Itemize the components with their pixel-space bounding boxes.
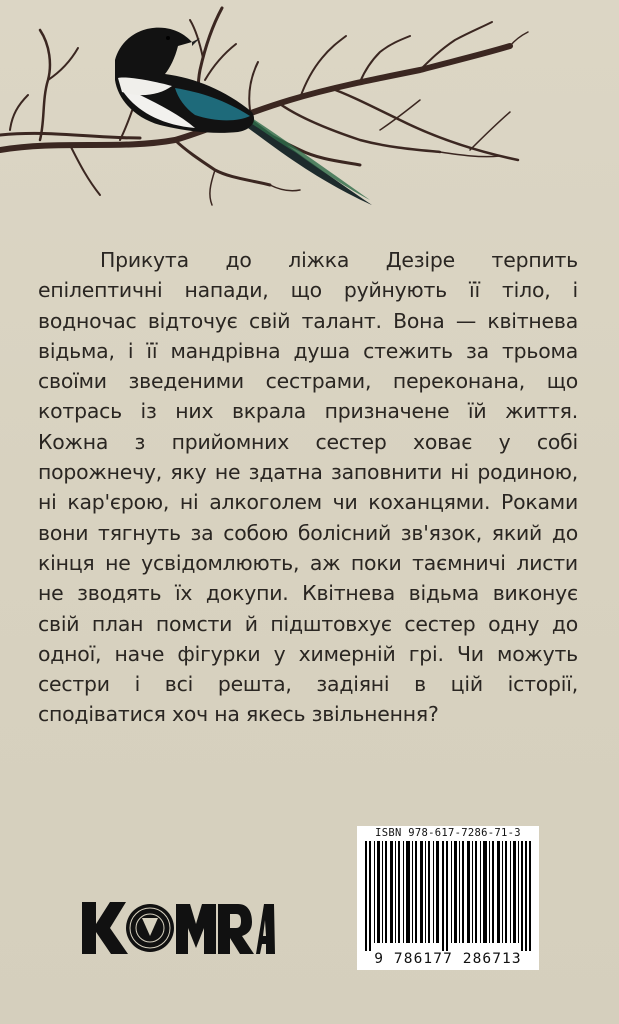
ean-number: 9 786177 286713 [374,951,522,967]
barcode-bars [365,841,531,951]
book-description: Прикута до ліжка Дезіре терпить епілептичні напади, що руйнують її тіло, і водночас відточує свій талант. Вона — квітнева відьма, і її мандрівна душа стежить за трьома своїми зведеними сестрами, переконана, що котрась із них вкрала призначене їй життя. Кожна з прийомних сестер ховає у собі порожнечу, яку не здатна заповнити ні родиною, ні кар'єрою, ні алкоголем чи коханцями. Роками вони тягнуть за собою болісний зв'язок, який до кінця не усвідомлюють, аж поки таємничі листи не зводять їх докупи. Квітнева відьма виконує свій план помсти й підштовхує сестер одну до одної, наче фігурки у химерній грі. Чи можуть сестри і всі решта, задіяні в цій історії, сподіватися хоч на якесь звільнення? [38,248,578,727]
publisher-logo [80,896,275,960]
branch [0,8,528,205]
isbn-barcode [357,826,539,970]
magpie-on-branch-illustration [0,0,619,230]
isbn-label: ISBN 978-617-7286-71-3 [375,827,521,839]
